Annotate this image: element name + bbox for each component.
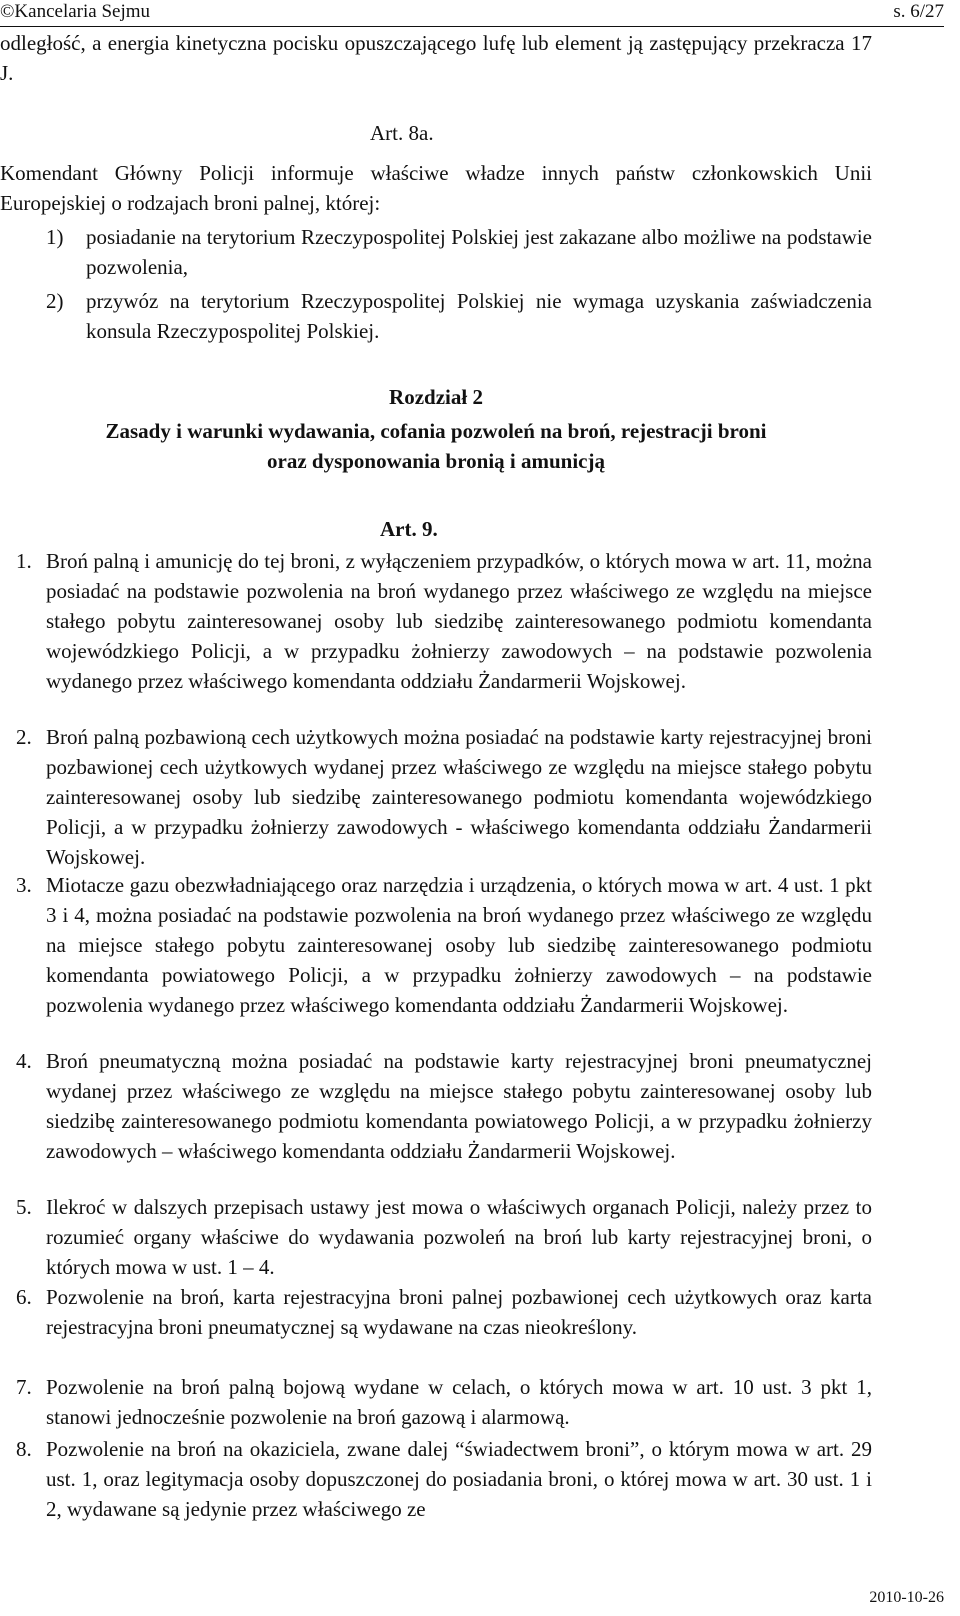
paragraph-number: 1. bbox=[16, 549, 32, 573]
paragraph-text: Pozwolenie na broń na okaziciela, zwane dalej “świadectwem broni”, o którym mowa w art. 29 ust. 1, oraz legitymacja osoby dopuszczonej do posiadania broni, o której mowa w art. 30 ust. 1 i 2, wydawane są jedynie przez właściwego ze bbox=[46, 1437, 872, 1521]
continuation-text: odległość, a energia kinetyczna pocisku opuszczającego lufę lub element ją zastępujący przekracza 17 J. bbox=[0, 31, 872, 85]
chapter-label: Rozdział 2 bbox=[389, 385, 483, 409]
art-8a-heading: Art. 8a. bbox=[370, 121, 434, 145]
art-8a-item-text: posiadanie na terytorium Rzeczypospolitej Polskiej jest zakazane albo możliwe na podstawie pozwolenia, bbox=[86, 225, 872, 279]
paragraph-text: Broń palną i amunicję do tej broni, z wyłączeniem przypadków, o których mowa w art. 11, można posiadać na podstawie pozwolenia na broń wydanego przez właściwego ze względu na miejsce stałego pobytu zainteresowanej osoby lub siedzibę zainteresowanego podmiotu komendanta wojewódzkiego Policji, a w przypadku żołnierzy zawodowych – na podstawie pozwolenia wydanego przez właściwego komendanta oddziału Żandarmerii Wojskowej. bbox=[46, 549, 872, 693]
paragraph-number: 4. bbox=[16, 1049, 32, 1073]
paragraph-text: Pozwolenie na broń, karta rejestracyjna broni palnej pozbawionej cech użytkowych oraz karta rejestracyjna broni pneumatycznej są wydawane na czas nieokreślony. bbox=[46, 1285, 872, 1339]
header-divider bbox=[0, 26, 944, 27]
header-page-number: s. 6/27 bbox=[893, 1, 944, 22]
art-8a-item-number: 2) bbox=[46, 289, 64, 313]
paragraph-number: 8. bbox=[16, 1437, 32, 1461]
chapter-title-line-2: oraz dysponowania bronią i amunicją bbox=[267, 449, 605, 473]
paragraph-text: Ilekroć w dalszych przepisach ustawy jest mowa o właściwych organach Policji, należy przez to rozumieć organy właściwe do wydawania pozwoleń na broń lub karty rejestracyjnej broni, o których mowa w ust. 1 – 4. bbox=[46, 1195, 872, 1279]
footer-date: 2010-10-26 bbox=[869, 1589, 944, 1606]
paragraph-text: Miotacze gazu obezwładniającego oraz narzędzia i urządzenia, o których mowa w art. 4 ust. 1 pkt 3 i 4, można posiadać na podstawie pozwolenia na broń wydanego przez właściwego ze względu na miejsce stałego pobytu zainteresowanej osoby lub siedzibę zainteresowanego podmiotu komendanta powiatowego Policji, a w przypadku żołnierzy zawodowych – na podstawie pozwolenia wydanego przez właściwego komendanta oddziału Żandarmerii Wojskowej. bbox=[46, 873, 872, 1017]
art-8a-item-number: 1) bbox=[46, 225, 64, 249]
paragraph-number: 7. bbox=[16, 1375, 32, 1399]
paragraph-number: 5. bbox=[16, 1195, 32, 1219]
paragraph-text: Pozwolenie na broń palną bojową wydane w celach, o których mowa w art. 10 ust. 3 pkt 1, stanowi jednocześnie pozwolenie na broń gazową i alarmową. bbox=[46, 1375, 872, 1429]
chapter-title-line-1: Zasady i warunki wydawania, cofania pozwoleń na broń, rejestracji broni bbox=[105, 419, 767, 443]
paragraph-text: Broń palną pozbawioną cech użytkowych można posiadać na podstawie karty rejestracyjnej broni pozbawionej cech użytkowych wydanej przez właściwego ze względu na miejsce stałego pobytu zainteresowanej osoby lub siedzibę zainteresowanego podmiotu komendanta wojewódzkiego Policji, a w przypadku żołnierzy zawodowych - właściwego komendanta oddziału Żandarmerii Wojskowej. bbox=[46, 725, 872, 869]
paragraph-number: 6. bbox=[16, 1285, 32, 1309]
art-8a-intro: Komendant Główny Policji informuje właściwe władze innych państw członkowskich Unii Europejskiej o rodzajach broni palnej, której: bbox=[0, 161, 872, 215]
paragraph-number: 2. bbox=[16, 725, 32, 749]
header-copyright: ©Kancelaria Sejmu bbox=[0, 1, 151, 22]
art-8a-item-text: przywóz na terytorium Rzeczypospolitej Polskiej nie wymaga uzyskania zaświadczenia konsula Rzeczypospolitej Polskiej. bbox=[86, 289, 872, 343]
paragraph-number: 3. bbox=[16, 873, 32, 897]
art-9-heading: Art. 9. bbox=[380, 517, 438, 541]
paragraph-text: Broń pneumatyczną można posiadać na podstawie karty rejestracyjnej broni pneumatycznej wydanej przez właściwego ze względu na miejsce stałego pobytu zainteresowanej osoby lub siedzibę zainteresowanego podmiotu komendanta powiatowego Policji, a w przypadku żołnierzy zawodowych – właściwego komendanta oddziału Żandarmerii Wojskowej. bbox=[46, 1049, 872, 1163]
